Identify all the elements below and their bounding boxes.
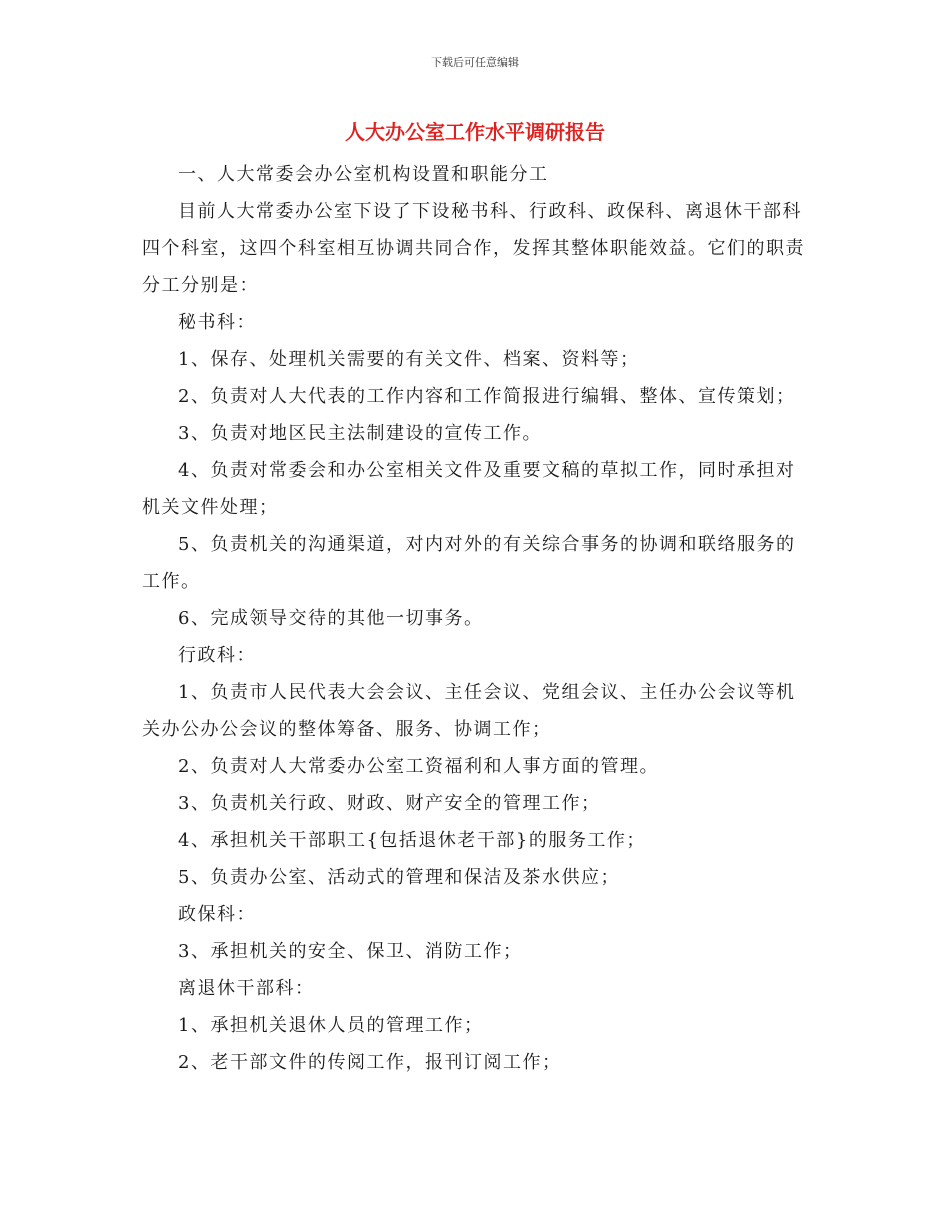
document-body <box>142 156 810 1081</box>
header-note: 下载后可任意编辑 <box>431 56 519 69</box>
paragraph-item: 5、负责机关的沟通渠道，对内对外的有关综合事务的协调和联络服务的工作。 <box>142 534 796 592</box>
paragraph-item: 3、承担机关的安全、保卫、消防工作； <box>178 941 523 962</box>
paragraph-item: 4、负责对常委会和办公室相关文件及重要文稿的草拟工作，同时承担对机关文件处理； <box>142 460 796 518</box>
paragraph-item: 1、保存、处理机关需要的有关文件、档案、资料等； <box>178 349 640 370</box>
paragraph-item: 3、负责对地区民主法制建设的宣传工作。 <box>178 423 542 444</box>
paragraph-subheading-secretariat: 秘书科： <box>178 312 256 333</box>
paragraph-section-heading: 一、人大常委会办公室机构设置和职能分工 <box>178 164 549 185</box>
paragraph-subheading-administration: 行政科： <box>178 645 256 666</box>
paragraph-item: 5、负责办公室、活动式的管理和保洁及茶水供应； <box>178 867 620 888</box>
document-title: 人大办公室工作水平调研报告 <box>345 120 605 144</box>
paragraph-subheading-retirees: 离退休干部科： <box>178 978 315 999</box>
paragraph-item: 3、负责机关行政、财政、财产安全的管理工作； <box>178 793 601 814</box>
paragraph-intro: 目前人大常委办公室下设了下设秘书科、行政科、政保科、离退休干部科四个科室，这四个科室相互协调共同合作，发挥其整体职能效益。它们的职责分工分别是： <box>142 201 805 296</box>
paragraph-item: 1、负责市人民代表大会会议、主任会议、党组会议、主任办公会议等机关办公办公会议的整体筹备、服务、协调工作； <box>142 682 796 740</box>
paragraph-item: 2、负责对人大代表的工作内容和工作简报进行编辑、整体、宣传策划； <box>178 386 796 407</box>
paragraph-subheading-security: 政保科： <box>178 904 256 925</box>
paragraph-item: 1、承担机关退休人员的管理工作； <box>178 1015 484 1036</box>
paragraph-item: 4、承担机关干部职工{包括退休老干部}的服务工作； <box>178 830 646 851</box>
paragraph-item: 6、完成领导交待的其他一切事务。 <box>178 608 484 629</box>
paragraph-item: 2、老干部文件的传阅工作，报刊订阅工作； <box>178 1052 562 1073</box>
paragraph-item: 2、负责对人大常委办公室工资福利和人事方面的管理。 <box>178 756 659 777</box>
